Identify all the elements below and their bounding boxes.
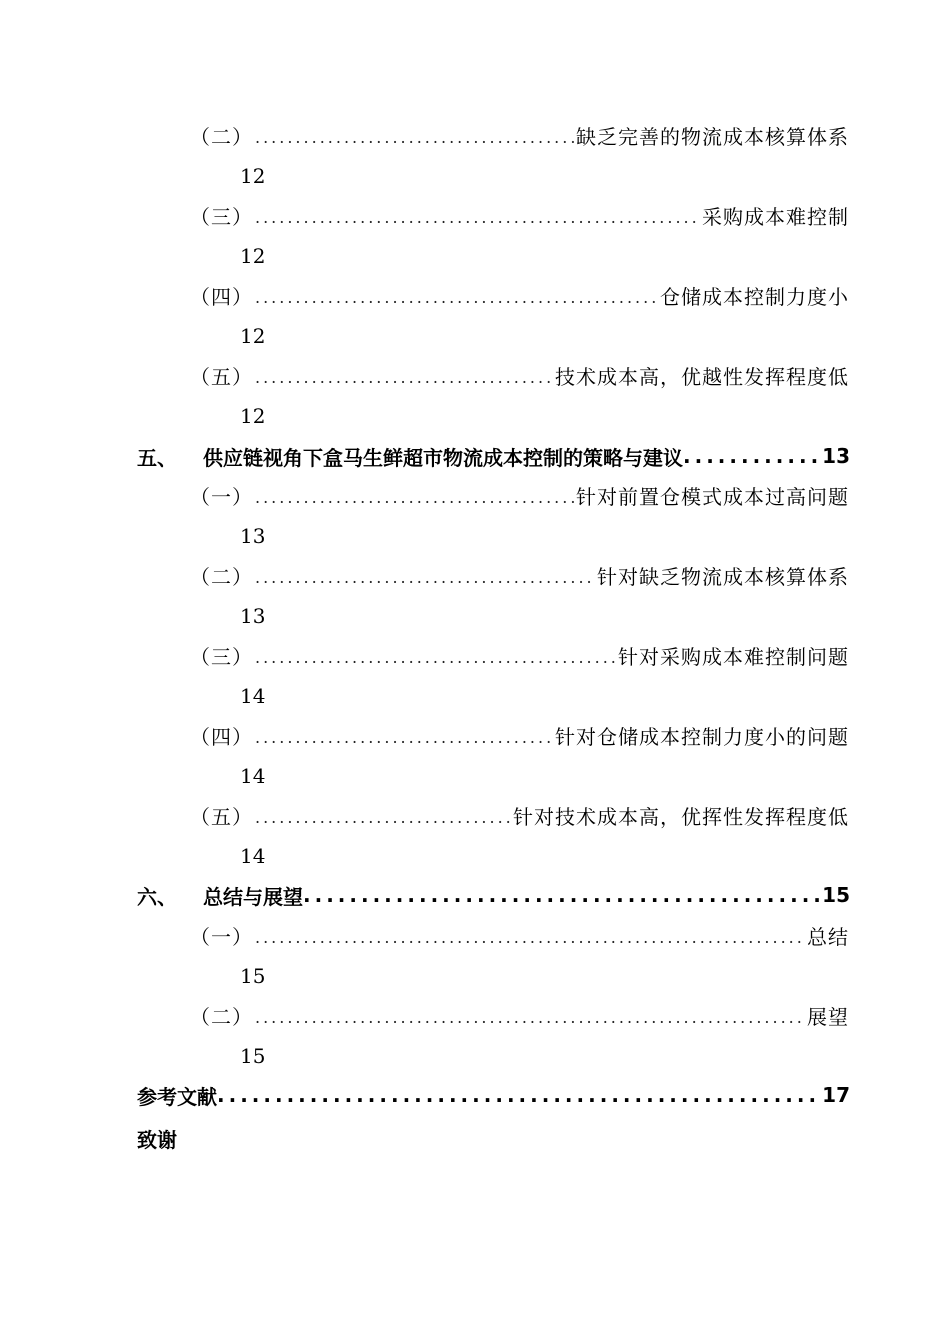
toc-section-number: 六、 (137, 884, 177, 909)
toc-section-page: 17 (822, 1083, 850, 1107)
toc-entry-title: 针对缺乏物流成本核算体系 (597, 564, 849, 589)
toc-section-title: 总结与展望 (203, 884, 303, 909)
dot-leader (255, 208, 700, 227)
dot-leader (255, 368, 553, 387)
dot-leader (217, 1083, 820, 1107)
toc-entry-number: （二） (190, 564, 253, 589)
toc-section-entry[interactable] (137, 441, 850, 471)
toc-entry-number: （三） (190, 644, 253, 669)
toc-entry[interactable] (190, 800, 849, 830)
toc-entry-number: （一） (190, 924, 253, 949)
toc-section-title: 参考文献 (137, 1084, 217, 1109)
toc-entry[interactable] (190, 200, 849, 230)
dot-leader (303, 883, 820, 907)
toc-entry-title: 针对技术成本高，优挥性发挥程度低 (513, 804, 849, 829)
toc-entry[interactable] (190, 640, 849, 670)
toc-entry-title: 总结 (807, 924, 849, 949)
toc-entry-page: 14 (240, 684, 266, 708)
toc-entry-page: 12 (240, 244, 266, 268)
toc-entry-title: 采购成本难控制 (702, 204, 849, 229)
toc-entry-title: 缺乏完善的物流成本核算体系 (576, 124, 849, 149)
toc-section-page: 15 (822, 883, 850, 907)
toc-entry-page: 15 (240, 1044, 266, 1068)
dot-leader (255, 928, 805, 947)
toc-entry-title: 展望 (807, 1004, 849, 1029)
toc-references-entry[interactable] (137, 1080, 850, 1110)
toc-entry-page: 14 (240, 844, 266, 868)
toc-entry-page: 13 (240, 524, 266, 548)
toc-entry-number: （一） (190, 484, 253, 509)
toc-entry-number: （四） (190, 724, 253, 749)
dot-leader (255, 808, 511, 827)
dot-leader (255, 128, 574, 147)
toc-entry-page: 14 (240, 764, 266, 788)
dot-leader (255, 728, 553, 747)
toc-entry-title: 针对仓储成本控制力度小的问题 (555, 724, 849, 749)
toc-entry-title: 技术成本高，优越性发挥程度低 (555, 364, 849, 389)
toc-entry-title: 仓储成本控制力度小 (660, 284, 849, 309)
toc-entry[interactable] (190, 560, 849, 590)
dot-leader (255, 648, 616, 667)
toc-entry-page: 13 (240, 604, 266, 628)
toc-section-entry[interactable] (137, 880, 850, 910)
toc-entry[interactable] (190, 280, 849, 310)
toc-entry-number: （五） (190, 364, 253, 389)
toc-entry[interactable] (190, 360, 849, 390)
toc-section-title: 供应链视角下盒马生鲜超市物流成本控制的策略与建议 (203, 445, 683, 470)
dot-leader (255, 288, 658, 307)
toc-entry-number: （二） (190, 124, 253, 149)
toc-section-page: 13 (822, 444, 850, 468)
toc-entry-number: （四） (190, 284, 253, 309)
toc-entry-page: 12 (240, 164, 266, 188)
toc-entry-page: 15 (240, 964, 266, 988)
toc-entry-page: 12 (240, 404, 266, 428)
toc-entry[interactable] (190, 480, 849, 510)
toc-entry-number: （二） (190, 1004, 253, 1029)
toc-entry-title: 针对前置仓模式成本过高问题 (576, 484, 849, 509)
toc-entry[interactable] (190, 1000, 849, 1030)
dot-leader (255, 1008, 805, 1027)
toc-entry-title: 针对采购成本难控制问题 (618, 644, 849, 669)
toc-entry-page: 12 (240, 324, 266, 348)
toc-entry[interactable] (190, 720, 849, 750)
toc-acknowledgements-entry[interactable]: 致谢 (137, 1128, 177, 1152)
toc-entry[interactable] (190, 120, 849, 150)
dot-leader (255, 488, 574, 507)
toc-entry-number: （三） (190, 204, 253, 229)
toc-entry[interactable] (190, 920, 849, 950)
toc-section-number: 五、 (137, 445, 177, 470)
dot-leader (683, 444, 820, 468)
toc-entry-number: （五） (190, 804, 253, 829)
dot-leader (255, 568, 595, 587)
